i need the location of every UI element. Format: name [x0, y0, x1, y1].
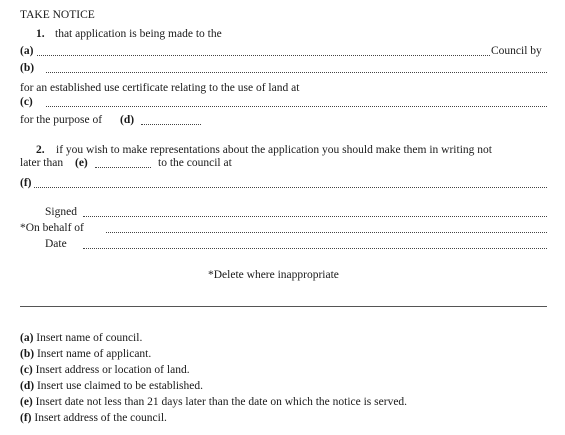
note-marker: (b)	[20, 348, 35, 360]
section-2-text-line1: if you wish to make representations about the application you should make them in writing not	[56, 144, 492, 156]
on-behalf-field[interactable]	[106, 232, 547, 233]
signature-field[interactable]	[83, 216, 547, 217]
section-1-number: 1.	[36, 28, 45, 40]
date-field[interactable]	[83, 248, 547, 249]
list-item	[20, 363, 190, 377]
note-text: Insert name of applicant.	[36, 348, 152, 360]
note-text: Insert use claimed to be established.	[36, 380, 203, 392]
note-text: Insert name of council.	[36, 332, 143, 344]
note-marker: (d)	[20, 380, 35, 392]
note-text: Insert address or location of land.	[35, 364, 190, 376]
signed-label: Signed	[45, 206, 77, 218]
purpose-label: for the purpose of	[20, 114, 103, 126]
list-item	[20, 347, 151, 361]
list-item	[20, 331, 142, 345]
note-marker: (e)	[20, 396, 33, 408]
marker-f: (f)	[20, 177, 32, 189]
section-2-later-than: later than	[20, 157, 64, 169]
council-by-label: Council by	[491, 45, 542, 57]
section-2-number: 2.	[36, 144, 45, 156]
list-item	[20, 395, 407, 409]
marker-d: (d)	[120, 114, 135, 126]
council-name-field[interactable]	[37, 55, 490, 56]
date-label: Date	[45, 238, 67, 250]
section-1-intro: that application is being made to the	[55, 28, 222, 40]
delete-note: *Delete where inappropriate	[208, 269, 339, 281]
land-address-field[interactable]	[46, 106, 547, 107]
deadline-date-field[interactable]	[95, 167, 151, 168]
note-text: Insert address of the council.	[34, 412, 167, 424]
section-2-to-council: to the council at	[158, 157, 232, 169]
established-use-text: for an established use certificate relating to the use of land at	[20, 82, 300, 94]
page-title: TAKE NOTICE	[20, 9, 95, 21]
purpose-field[interactable]	[141, 124, 201, 125]
note-marker: (a)	[20, 332, 34, 344]
note-text: Insert date not less than 21 days later than the date on which the notice is served.	[35, 396, 408, 408]
marker-a: (a)	[20, 45, 34, 57]
section-divider	[20, 306, 547, 307]
marker-c: (c)	[20, 96, 33, 108]
council-address-field[interactable]	[34, 187, 547, 188]
on-behalf-label: *On behalf of	[20, 222, 84, 234]
applicant-name-field[interactable]	[46, 72, 547, 73]
marker-e: (e)	[75, 157, 88, 169]
marker-b: (b)	[20, 62, 35, 74]
note-marker: (c)	[20, 364, 33, 376]
list-item	[20, 379, 203, 393]
list-item	[20, 411, 167, 425]
note-marker: (f)	[20, 412, 32, 424]
